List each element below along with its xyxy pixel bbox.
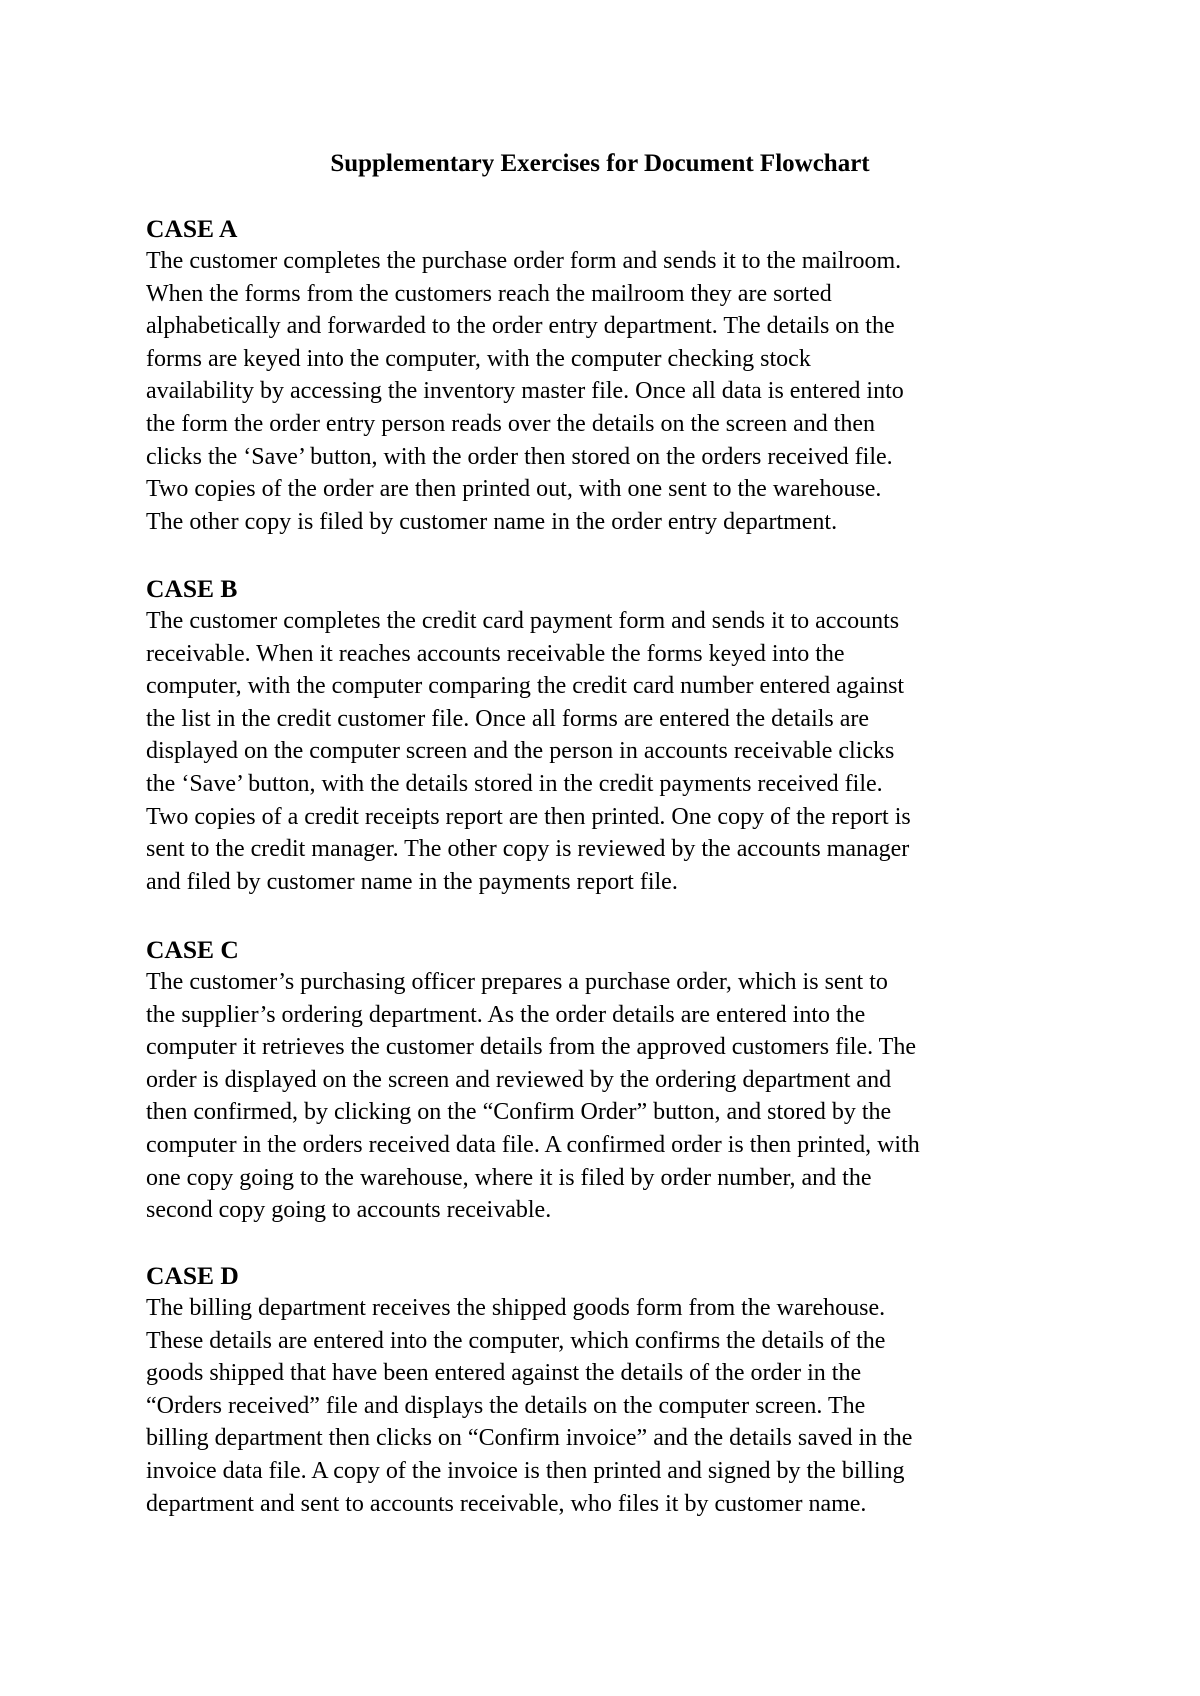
case-c-line: second copy going to accounts receivable. bbox=[146, 1197, 552, 1224]
case-d-section bbox=[146, 1259, 1086, 1520]
case-c-line: The customer’s purchasing officer prepares a purchase order, which is sent to bbox=[146, 969, 888, 995]
case-d-line: The billing department receives the shipped goods form from the warehouse. bbox=[146, 1295, 886, 1321]
case-a-section bbox=[146, 212, 1086, 538]
case-d-line: goods shipped that have been entered against the details of the order in the bbox=[146, 1360, 862, 1387]
case-c-line: then confirmed, by clicking on the “Confirm Order” button, and stored by the bbox=[146, 1099, 892, 1126]
case-b-line: the ‘Save’ button, with the details stored in the credit payments received file. bbox=[146, 770, 883, 797]
case-a-line: The customer completes the purchase order form and sends it to the mailroom. bbox=[146, 248, 902, 274]
case-c-heading: CASE C bbox=[146, 935, 239, 964]
case-d-body bbox=[146, 1292, 1086, 1520]
case-b-heading: CASE B bbox=[146, 574, 238, 603]
case-b-line: the list in the credit customer file. Once all forms are entered the details are bbox=[146, 705, 870, 732]
case-a-line: the form the order entry person reads over the details on the screen and then bbox=[146, 410, 876, 437]
case-d-heading: CASE D bbox=[146, 1261, 239, 1290]
case-d-line: department and sent to accounts receivable, who files it by customer name. bbox=[146, 1490, 867, 1517]
case-a-line: forms are keyed into the computer, with the computer checking stock bbox=[146, 345, 811, 372]
case-b-line: receivable. When it reaches accounts receivable the forms keyed into the bbox=[146, 640, 845, 667]
case-d-line: “Orders received” file and displays the details on the computer screen. The bbox=[146, 1392, 866, 1419]
case-c-body bbox=[146, 966, 1086, 1227]
case-d-line: billing department then clicks on “Confirm invoice” and the details saved in the bbox=[146, 1425, 913, 1452]
case-b-section bbox=[146, 572, 1086, 898]
case-b-body bbox=[146, 605, 1086, 898]
case-d-line: invoice data file. A copy of the invoice is then printed and signed by the billing bbox=[146, 1457, 905, 1484]
case-c-line: one copy going to the warehouse, where it is filed by order number, and the bbox=[146, 1164, 872, 1191]
case-c-line: the supplier’s ordering department. As the order details are entered into the bbox=[146, 1001, 866, 1028]
case-b-line: computer, with the computer comparing the credit card number entered against bbox=[146, 673, 905, 700]
case-d-line: These details are entered into the computer, which confirms the details of the bbox=[146, 1327, 886, 1354]
case-c-section bbox=[146, 933, 1086, 1227]
case-a-line: clicks the ‘Save’ button, with the order then stored on the orders received file. bbox=[146, 443, 893, 470]
case-a-heading: CASE A bbox=[146, 214, 238, 243]
case-a-line: Two copies of the order are then printed out, with one sent to the warehouse. bbox=[146, 476, 882, 503]
case-a-line: When the forms from the customers reach the mailroom they are sorted bbox=[146, 280, 832, 307]
case-b-line: displayed on the computer screen and the person in accounts receivable clicks bbox=[146, 738, 895, 765]
document-title: Supplementary Exercises for Document Flowchart bbox=[330, 150, 870, 177]
case-a-line: alphabetically and forwarded to the order entry department. The details on the bbox=[146, 313, 895, 340]
case-b-line: The customer completes the credit card payment form and sends it to accounts bbox=[146, 608, 900, 634]
case-b-line: and filed by customer name in the payments report file. bbox=[146, 868, 678, 895]
case-b-line: sent to the credit manager. The other copy is reviewed by the accounts manager bbox=[146, 836, 910, 863]
case-c-line: order is displayed on the screen and reviewed by the ordering department and bbox=[146, 1066, 892, 1093]
case-a-line: The other copy is filed by customer name in the order entry department. bbox=[146, 508, 838, 535]
case-c-line: computer it retrieves the customer details from the approved customers file. The bbox=[146, 1034, 916, 1061]
case-a-body bbox=[146, 245, 1086, 538]
case-c-line: computer in the orders received data file. A confirmed order is then printed, with bbox=[146, 1131, 920, 1158]
case-b-line: Two copies of a credit receipts report are then printed. One copy of the report is bbox=[146, 803, 911, 830]
case-a-line: availability by accessing the inventory master file. Once all data is entered into bbox=[146, 378, 904, 405]
